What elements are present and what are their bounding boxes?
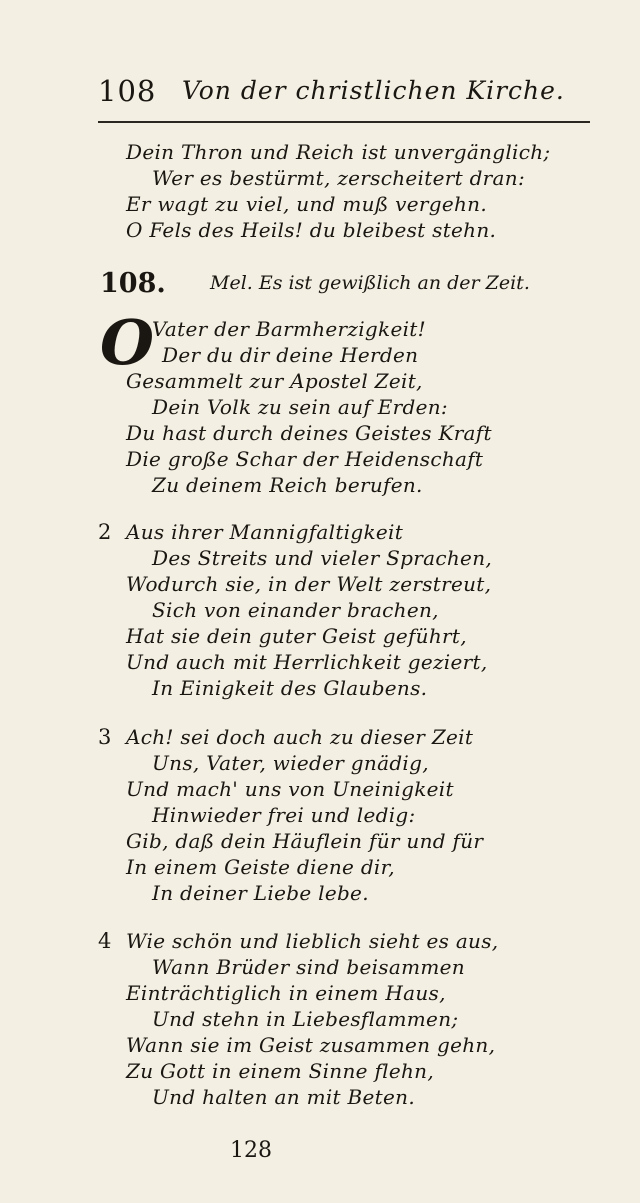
stanza-4-line-6: Zu Gott in einem Sinne flehn, (126, 1059, 434, 1083)
stanza-1-line-3: Gesammelt zur Apostel Zeit, (126, 369, 423, 393)
stanza-3-line-1: Ach! sei doch auch zu dieser Zeit (126, 725, 474, 749)
stanza-1-line-7: Zu deinem Reich berufen. (152, 473, 423, 497)
stanza-2-line-7: In Einigkeit des Glaubens. (152, 676, 428, 700)
stanza-2-line-6: Und auch mit Herrlichkeit geziert, (126, 650, 488, 674)
prev-line-3: Er wagt zu viel, und muß vergehn. (126, 192, 488, 216)
hymn-number: 108. (100, 268, 166, 299)
stanza-4-line-1: Wie schön und lieblich sieht es aus, (126, 929, 499, 953)
stanza-3-line-4: Hinwieder frei und ledig: (152, 803, 416, 827)
drop-cap: O (100, 306, 155, 379)
hymn-melody: Mel. Es ist gewißlich an der Zeit. (210, 272, 530, 294)
stanza-2-line-3: Wodurch sie, in der Welt zerstreut, (126, 572, 492, 596)
stanza-3-line-5: Gib, daß dein Häuflein für und für (126, 829, 484, 853)
stanza-3-line-6: In einem Geiste diene dir, (126, 855, 395, 879)
stanza-2-line-1: Aus ihrer Mannigfaltigkeit (126, 520, 404, 544)
running-title: Von der christlichen Kirche. (182, 76, 565, 105)
printer-signature: 128 (230, 1138, 272, 1163)
stanza-2-line-2: Des Streits und vieler Sprachen, (152, 546, 493, 570)
stanza-3-number: 3 (98, 725, 112, 749)
stanza-1-line-6: Die große Schar der Heidenschaft (126, 447, 484, 471)
stanza-4-line-3: Einträchtiglich in einem Haus, (126, 981, 446, 1005)
header-rule (98, 121, 590, 123)
stanza-2-line-4: Sich von einander brachen, (152, 598, 439, 622)
stanza-2-line-5: Hat sie dein guter Geist geführt, (126, 624, 467, 648)
stanza-4-line-2: Wann Brüder sind beisammen (152, 955, 465, 979)
stanza-1-line-5: Du hast durch deines Geistes Kraft (126, 421, 492, 445)
stanza-3-line-2: Uns, Vater, wieder gnädig, (152, 751, 429, 775)
page-header (98, 74, 588, 114)
stanza-4-line-4: Und stehn in Liebesflammen; (152, 1007, 459, 1031)
stanza-2-number: 2 (98, 520, 112, 544)
hymn-heading (100, 268, 580, 302)
stanza-4-line-5: Wann sie im Geist zusammen gehn, (126, 1033, 496, 1057)
prev-line-1: Dein Thron und Reich ist unvergänglich; (126, 140, 551, 164)
stanza-4-line-7: Und halten an mit Beten. (152, 1085, 415, 1109)
stanza-3-line-3: Und mach' uns von Uneinigkeit (126, 777, 454, 801)
stanza-1-line-1: Vater der Barmherzigkeit! (152, 317, 426, 341)
page-number: 108 (98, 74, 157, 108)
stanza-1-line-4: Dein Volk zu sein auf Erden: (152, 395, 448, 419)
prev-line-2: Wer es bestürmt, zerscheitert dran: (152, 166, 525, 190)
prev-line-4: O Fels des Heils! du bleibest stehn. (126, 218, 497, 242)
stanza-3-line-7: In deiner Liebe lebe. (152, 881, 369, 905)
stanza-1-line-2: Der du dir deine Herden (162, 343, 419, 367)
stanza-4-number: 4 (98, 929, 112, 953)
